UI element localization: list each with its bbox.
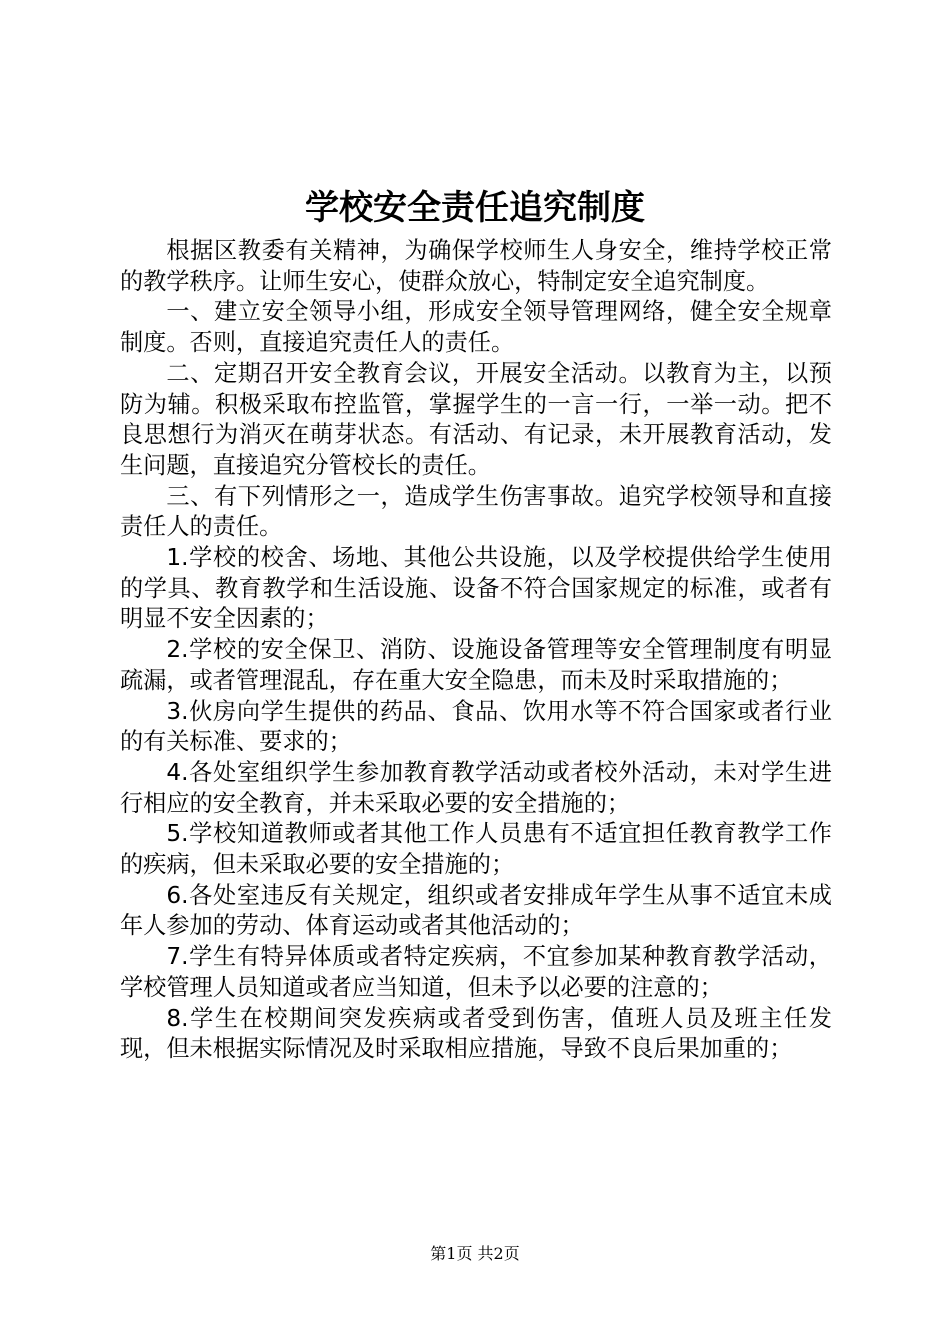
paragraph-item-2: 2.学校的安全保卫、消防、设施设备管理等安全管理制度有明显疏漏，或者管理混乱，存在重大安全隐患，而未及时采取措施的； (120, 636, 832, 694)
paragraph-section-2: 二、定期召开安全教育会议，开展安全活动。以教育为主，以预防为辅。积极采取布控监管，掌握学生的一言一行，一举一动。把不良思想行为消灭在萌芽状态。有活动、有记录，未开展教育活动，发生问题，直接追究分管校长的责任。 (120, 359, 832, 479)
paragraph-item-3: 3.伙房向学生提供的药品、食品、饮用水等不符合国家或者行业的有关标准、要求的； (120, 697, 832, 756)
paragraph-section-3: 三、有下列情形之一，造成学生伤害事故。追究学校领导和直接责任人的责任。 (120, 482, 832, 541)
paragraph-item-8: 8.学生在校期间突发疾病或者受到伤害，值班人员及班主任发现，但未根据实际情况及时采取相应措施，导致不良后果加重的； (120, 1004, 832, 1063)
paragraph-item-6: 6.各处室违反有关规定，组织或者安排成年学生从事不适宜未成年人参加的劳动、体育运动或者其他活动的； (120, 881, 832, 940)
paragraph-item-5: 5.学校知道教师或者其他工作人员患有不适宜担任教育教学工作的疾病，但未采取必要的安全措施的； (120, 820, 832, 879)
paragraph-item-7: 7.学生有特异体质或者特定疾病，不宜参加某种教育教学活动，学校管理人员知道或者应当知道，但未予以必要的注意的； (120, 943, 832, 1001)
document-body (120, 236, 832, 1065)
paragraph-item-1: 1.学校的校舍、场地、其他公共设施，以及学校提供给学生使用的学具、教育教学和生活设施、设备不符合国家规定的标准，或者有明显不安全因素的； (120, 544, 832, 633)
paragraph-item-4: 4.各处室组织学生参加教育教学活动或者校外活动，未对学生进行相应的安全教育，并未采取必要的安全措施的； (120, 758, 832, 817)
paragraph-intro: 根据区教委有关精神，为确保学校师生人身安全，维持学校正常的教学秩序。让师生安心，使群众放心，特制定安全追究制度。 (120, 237, 832, 295)
paragraph-section-1: 一、建立安全领导小组，形成安全领导管理网络，健全安全规章制度。否则，直接追究责任人的责任。 (120, 298, 832, 357)
page-number-footer: 第1页 共2页 (430, 1244, 520, 1263)
document-title: 学校安全责任追究制度 (305, 188, 645, 228)
